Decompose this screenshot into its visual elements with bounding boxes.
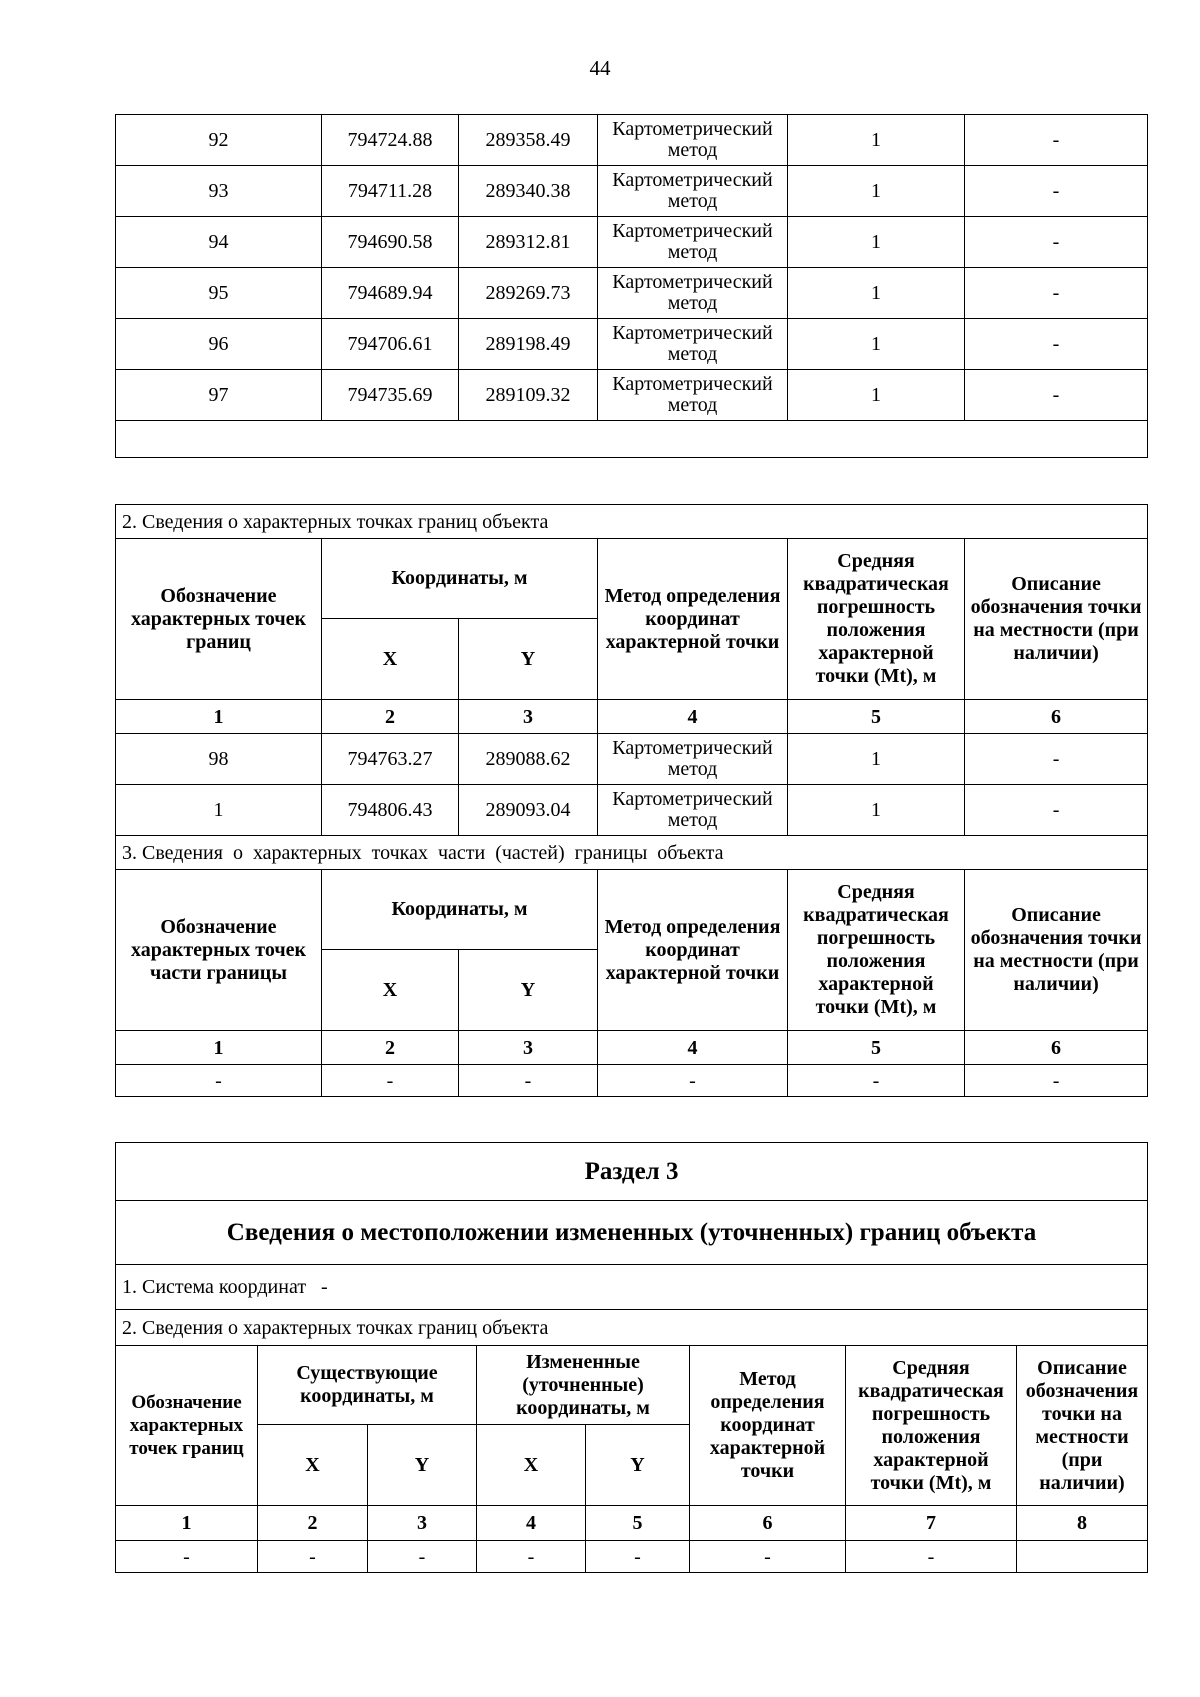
page-number: 44 [589,56,611,80]
header-mt: Средняя квадратическая погрешность положения характерной точки (Mt), м [788,539,965,700]
point-id: 96 [116,319,322,370]
column-number: 1 [116,1506,258,1541]
header-coords: Координаты, м [322,870,598,950]
method: Картометрический метод [598,319,788,370]
empty-cell [1017,1541,1148,1573]
mt: 1 [788,166,965,217]
mt: 1 [788,370,965,421]
coord-y: 289109.32 [459,370,598,421]
column-number: 4 [598,1031,788,1065]
header-method: Метод определения координат характерной точки [598,539,788,700]
empty-cell: - [788,1065,965,1097]
coord-system: 1. Система координат - [116,1265,1148,1310]
points-table-sections [115,504,1148,1097]
razdel3-table [115,1142,1148,1573]
header-x: X [477,1425,586,1506]
table-row [116,734,1148,785]
section2-title: 2. Сведения о характерных точках границ объекта [116,505,1148,539]
empty-cell: - [368,1541,477,1573]
table-row [116,785,1148,836]
header-y: Y [586,1425,690,1506]
coord-y: 289269.73 [459,268,598,319]
table-row [116,217,1148,268]
column-number: 3 [459,1031,598,1065]
header-existing-coords: Существующие координаты, м [258,1346,477,1425]
header-mt: Средняя квадратическая погрешность положения характерной точки (Mt), м [788,870,965,1031]
method: Картометрический метод [598,217,788,268]
header-y: Y [459,619,598,700]
column-number: 3 [459,700,598,734]
table-row [116,1065,1148,1097]
description: - [965,217,1148,268]
mt: 1 [788,268,965,319]
table-row [116,319,1148,370]
description: - [965,319,1148,370]
coord-y: 289093.04 [459,785,598,836]
point-id: 95 [116,268,322,319]
empty-row [116,421,1148,458]
header-y: Y [459,950,598,1031]
empty-cell: - [322,1065,459,1097]
header-desc: Описание обозначения точки на местности (при наличии) [965,870,1148,1031]
points-title: 2. Сведения о характерных точках границ объекта [116,1310,1148,1346]
description: - [965,734,1148,785]
column-number: 6 [690,1506,846,1541]
section-subtitle: Сведения о местоположении измененных (уточненных) границ объекта [116,1201,1148,1265]
empty-cell: - [459,1065,598,1097]
empty-cell: - [965,1065,1148,1097]
table-row [116,166,1148,217]
table-row [116,115,1148,166]
empty-cell: - [477,1541,586,1573]
column-number: 1 [116,1031,322,1065]
column-number: 2 [322,700,459,734]
section-heading: Раздел 3 [116,1143,1148,1201]
point-id: 93 [116,166,322,217]
method: Картометрический метод [598,115,788,166]
coord-x: 794724.88 [322,115,459,166]
table-row [116,370,1148,421]
column-number: 2 [322,1031,459,1065]
coord-x: 794735.69 [322,370,459,421]
header-method: Метод определения координат характерной точки [690,1346,846,1506]
empty-cell: - [586,1541,690,1573]
method: Картометрический метод [598,734,788,785]
point-id: 97 [116,370,322,421]
method: Картометрический метод [598,785,788,836]
coord-x: 794763.27 [322,734,459,785]
header-point: Обозначение характерных точек границ [116,539,322,700]
column-number: 2 [258,1506,368,1541]
header-mt: Средняя квадратическая погрешность положения характерной точки (Mt), м [846,1346,1017,1506]
empty-cell: - [258,1541,368,1573]
header-point: Обозначение характерных точек части границы [116,870,322,1031]
header-changed-coords: Измененные (уточненные) координаты, м [477,1346,690,1425]
column-number: 1 [116,700,322,734]
method: Картометрический метод [598,268,788,319]
empty-cell: - [598,1065,788,1097]
mt: 1 [788,319,965,370]
coord-x: 794806.43 [322,785,459,836]
header-desc: Описание обозначения точки на местности (при наличии) [1017,1346,1148,1506]
coord-x: 794711.28 [322,166,459,217]
coord-y: 289358.49 [459,115,598,166]
column-number: 5 [586,1506,690,1541]
empty-cell [116,421,1148,458]
column-number: 5 [788,1031,965,1065]
empty-cell: - [116,1541,258,1573]
description: - [965,166,1148,217]
section3-title: 3. Сведения о характерных точках части (частей) границы объекта [116,836,1148,870]
description: - [965,115,1148,166]
coord-x: 794706.61 [322,319,459,370]
header-desc: Описание обозначения точки на местности (при наличии) [965,539,1148,700]
point-id: 94 [116,217,322,268]
coord-y: 289312.81 [459,217,598,268]
method: Картометрический метод [598,166,788,217]
coord-y: 289088.62 [459,734,598,785]
mt: 1 [788,785,965,836]
header-x: X [322,950,459,1031]
column-number: 4 [598,700,788,734]
coord-x: 794690.58 [322,217,459,268]
column-number: 7 [846,1506,1017,1541]
table-row [116,1541,1148,1573]
point-id: 92 [116,115,322,166]
header-x: X [258,1425,368,1506]
coord-y: 289340.38 [459,166,598,217]
column-number: 3 [368,1506,477,1541]
column-number: 4 [477,1506,586,1541]
empty-cell: - [690,1541,846,1573]
header-method: Метод определения координат характерной точки [598,870,788,1031]
header-x: X [322,619,459,700]
mt: 1 [788,115,965,166]
points-table-continued [115,114,1148,458]
table-row [116,268,1148,319]
column-number: 8 [1017,1506,1148,1541]
column-number: 6 [965,1031,1148,1065]
column-number: 5 [788,700,965,734]
empty-cell: - [846,1541,1017,1573]
method: Картометрический метод [598,370,788,421]
coord-x: 794689.94 [322,268,459,319]
coord-y: 289198.49 [459,319,598,370]
header-coords: Координаты, м [322,539,598,619]
empty-cell: - [116,1065,322,1097]
point-id: 1 [116,785,322,836]
column-number: 6 [965,700,1148,734]
header-point: Обозначение характерных точек границ [116,1346,258,1506]
mt: 1 [788,734,965,785]
mt: 1 [788,217,965,268]
description: - [965,785,1148,836]
description: - [965,268,1148,319]
description: - [965,370,1148,421]
point-id: 98 [116,734,322,785]
header-y: Y [368,1425,477,1506]
